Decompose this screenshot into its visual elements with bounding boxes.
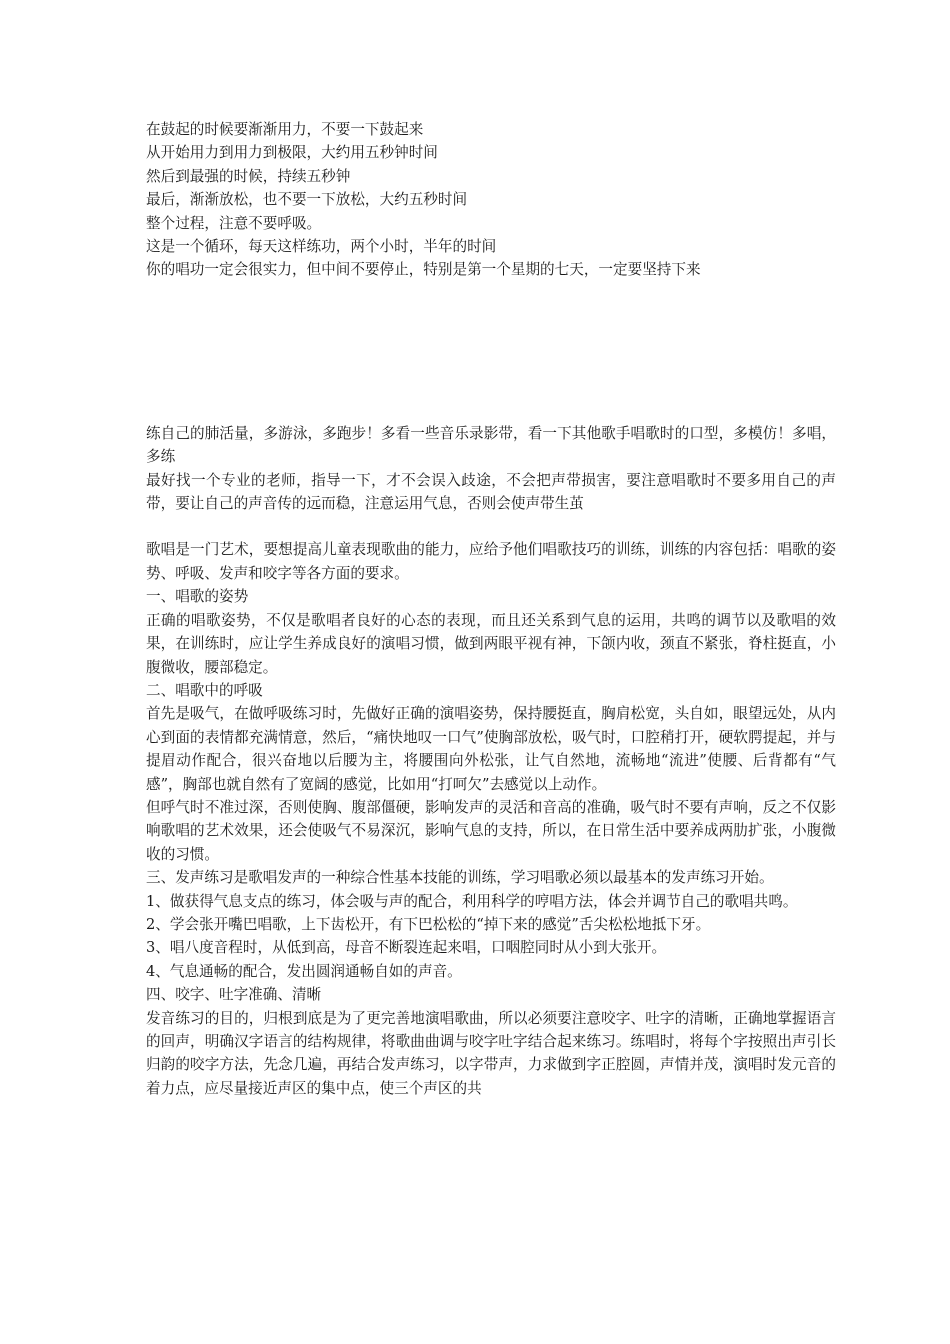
list-item: 2、学会张开嘴巴唱歌，上下齿松开，有下巴松松的“掉下来的感觉”舌尖松松地抵下牙。 [146, 915, 711, 933]
heading-vocalization: 三、发声练习是歌唱发声的一种综合性基本技能的训练，学习唱歌必须以最基本的发声练习开始。 [146, 869, 774, 887]
blank-space [146, 515, 836, 538]
text-line: 这是一个循环，每天这样练功，两个小时，半年的时间 [146, 238, 497, 256]
heading-articulation: 四、咬字、吐字准确、清晰 [146, 986, 322, 1004]
paragraph: 发音练习的目的，归根到底是为了更完善地演唱歌曲，所以必须要注意咬字、吐字的清晰，正确地掌握语言的回声，明确汉字语言的结构规律，将歌曲曲调与咬字吐字结合起来练习。练唱时，将每个字按照出声引长归韵的咬字方法，先念几遍，再结合发声练习，以字带声，力求做到字正腔圆，声情并茂，演唱时发元音的着力点，应尽量接近声区的集中点，使三个声区的共 [146, 1009, 836, 1097]
blank-space [146, 282, 836, 422]
section-breathing-exercise [146, 118, 836, 282]
text-line: 整个过程，注意不要呼吸。 [146, 214, 322, 232]
section-singing-techniques [146, 538, 836, 1100]
text-line: 然后到最强的时候，持续五秒钟 [146, 167, 351, 185]
paragraph: 练自己的肺活量，多游泳，多跑步！多看一些音乐录影带，看一下其他歌手唱歌时的口型，多模仿！多唱，多练 [146, 424, 836, 466]
paragraph: 最好找一个专业的老师，指导一下，才不会误入歧途，不会把声带损害，要注意唱歌时不要多用自己的声带，要让自己的声音传的远而稳，注意运用气息，否则会使声带生茧 [146, 471, 836, 513]
document-page [146, 118, 836, 1100]
heading-breathing: 二、唱歌中的呼吸 [146, 681, 263, 699]
text-line: 最后，渐渐放松，也不要一下放松，大约五秒时间 [146, 191, 468, 209]
list-item: 3、唱八度音程时，从低到高，母音不断裂连起来唱，口咽腔同时从小到大张开。 [146, 939, 667, 957]
list-item: 4、气息通畅的配合，发出圆润通畅自如的声音。 [146, 962, 462, 980]
list-item: 1、做获得气息支点的练习，体会吸与声的配合，利用科学的哼唱方法，体会并调节自己的歌唱共鸣。 [146, 892, 798, 910]
text-line: 从开始用力到用力到极限，大约用五秒钟时间 [146, 144, 438, 162]
heading-posture: 一、唱歌的姿势 [146, 588, 249, 606]
text-line: 在鼓起的时候要渐渐用力，不要一下鼓起来 [146, 121, 424, 138]
section-lung-capacity [146, 422, 836, 516]
text-line: 你的唱功一定会很实力，但中间不要停止，特别是第一个星期的七天，一定要坚持下来 [146, 261, 701, 279]
paragraph: 正确的唱歌姿势，不仅是歌唱者良好的心态的表现，而且还关系到气息的运用，共鸣的调节以及歌唱的效果，在训练时，应让学生养成良好的演唱习惯，做到两眼平视有神，下颌内收，颈直不紧张，脊柱挺直，小腹微收，腰部稳定。 [146, 611, 836, 676]
paragraph: 歌唱是一门艺术，要想提高儿童表现歌曲的能力，应给予他们唱歌技巧的训练，训练的内容包括：唱歌的姿势、呼吸、发声和咬字等各方面的要求。 [146, 541, 836, 582]
paragraph: 首先是吸气，在做呼吸练习时，先做好正确的演唱姿势，保持腰挺直，胸肩松宽，头自如，眼望远处，从内心到面的表情都充满情意，然后，“痛快地叹一口气”使胸部放松，吸气时，口腔稍打开，硬软腭提起，并与提眉动作配合，很兴奋地以后腰为主，将腰围向外松张，让气自然地，流畅地“流进”使腰、后背都有“气感”，胸部也就自然有了宽阔的感觉，比如用“打呵欠”去感觉以上动作。 [146, 705, 836, 793]
paragraph: 但呼气时不准过深，否则使胸、腹部僵硬，影响发声的灵活和音高的准确，吸气时不要有声响，反之不仅影响歌唱的艺术效果，还会使吸气不易深沉，影响气息的支持，所以，在日常生活中要养成两肋扩张，小腹微收的习惯。 [146, 798, 836, 863]
